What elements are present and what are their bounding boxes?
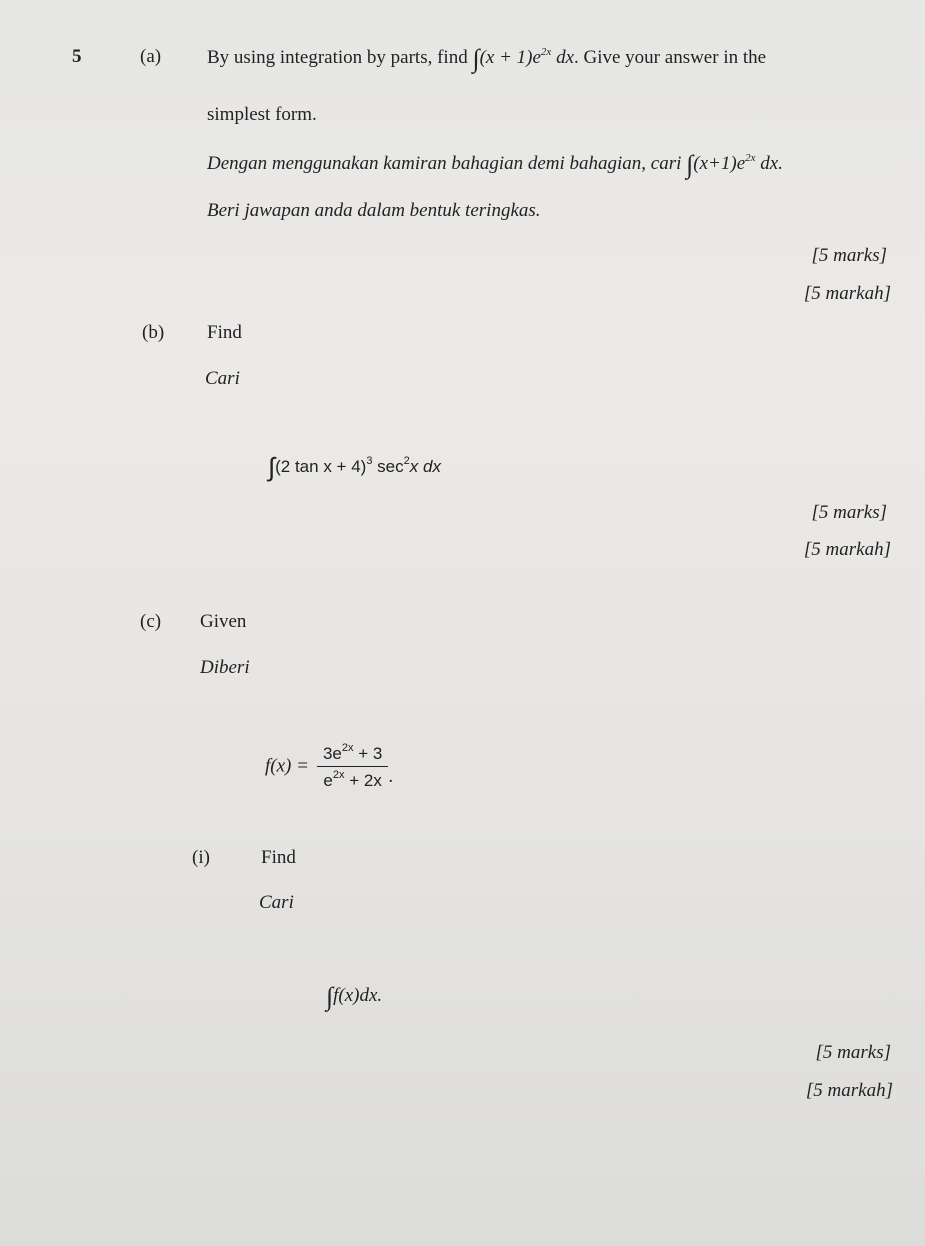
part-b-expr-base: (2 tan x + 4) (275, 457, 367, 476)
den-base: e (323, 771, 333, 790)
num-tail: + 3 (358, 744, 383, 763)
part-a-marks: [5 marks] (811, 245, 887, 266)
part-c-function-definition (265, 742, 393, 791)
part-c-f-lhs: f(x) = (265, 755, 309, 777)
part-c-english: Given (200, 611, 247, 632)
part-a-markah: [5 markah] (803, 283, 891, 304)
part-c-denominator (317, 767, 388, 791)
part-a-english-line2: simplest form. (207, 104, 317, 125)
part-b-expr-sec: sec (377, 457, 404, 476)
part-a-malay-line1 (207, 150, 783, 180)
part-c-i-english: Find (261, 847, 296, 868)
question-number: 5 (72, 46, 82, 67)
part-a-ms-integrand: (x+1)e (693, 153, 746, 174)
part-a-integrand: (x + 1)e (479, 47, 541, 68)
part-c-f-end: . (388, 766, 394, 788)
part-b-expr-sec-exp: 2 (403, 455, 410, 467)
part-b-malay: Cari (205, 368, 240, 389)
part-c-i-markah: [5 markah] (805, 1080, 893, 1101)
part-b-marks: [5 marks] (811, 502, 887, 523)
part-c-label: (c) (140, 611, 162, 632)
integral-sign: ∫ (326, 982, 334, 1011)
den-exp: 2x (332, 769, 345, 781)
part-c-fraction (317, 742, 388, 791)
part-c-i-marks: [5 marks] (815, 1042, 891, 1063)
part-b-english: Find (207, 322, 242, 343)
part-a-en-after: . Give your answer in the (574, 47, 767, 68)
part-c-i-malay: Cari (259, 892, 294, 913)
part-a-ms-dx: dx. (760, 153, 783, 174)
part-a-dx: dx (556, 47, 574, 68)
part-a-english-line1 (207, 44, 766, 74)
part-c-i-label: (i) (192, 847, 210, 868)
integral-sign: ∫ (472, 44, 480, 73)
part-c-i-expression (326, 982, 382, 1012)
part-c-malay: Diberi (200, 657, 250, 678)
part-b-expr-exp: 3 (366, 455, 373, 467)
part-a-malay-line2: Beri jawapan anda dalam bentuk teringkas. (207, 200, 541, 221)
part-a-label: (a) (140, 46, 162, 67)
part-a-ms-before: Dengan menggunakan kamiran bahagian demi bahagian, cari (207, 153, 682, 174)
part-b-markah: [5 markah] (803, 539, 891, 560)
part-a-exponent: 2x (540, 46, 552, 58)
num-exp: 2x (341, 742, 354, 754)
part-c-i-expr: f(x)dx. (333, 985, 383, 1006)
part-a-ms-exponent: 2x (745, 152, 756, 164)
part-b-expr-tail: x dx (409, 457, 441, 476)
part-c-numerator (317, 742, 388, 767)
part-b-expression (268, 452, 441, 483)
num-base: 3e (322, 744, 342, 763)
den-tail: + 2x (349, 771, 382, 790)
part-b-label: (b) (142, 322, 165, 343)
part-a-en-before: By using integration by parts, find (207, 47, 468, 68)
integral-sign: ∫ (268, 452, 276, 482)
integral-sign: ∫ (686, 150, 694, 179)
